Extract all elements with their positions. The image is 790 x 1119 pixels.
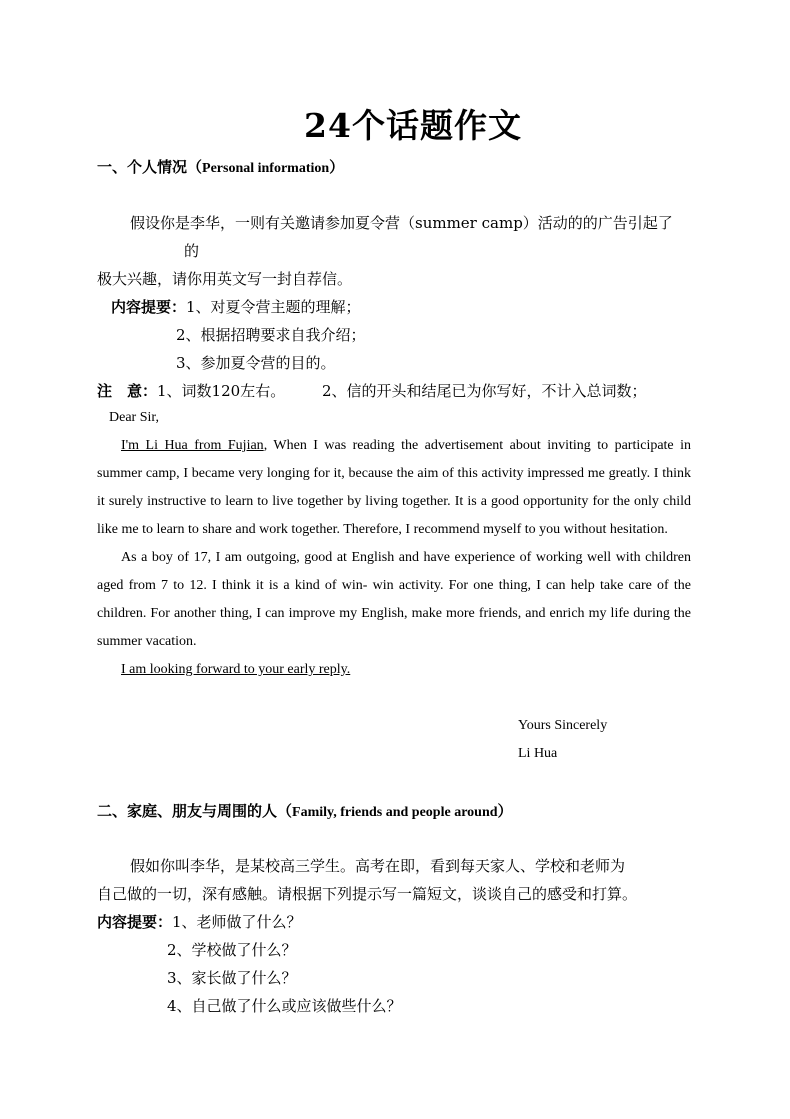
section1-point: 3、参加夏令营的目的。 bbox=[176, 354, 336, 372]
section2-prompt-line2: 自己做的一切，深有感触。请根据下列提示写一篇短文，谈谈自己的感受和打算。 bbox=[97, 885, 638, 903]
letter-p1-rest: , When I was reading the advertisement about inviting to participate in summer camp, I became very longing for it, because the aim of this activity impressed me greatly. I think it surely instructive to learn to live together by living together. It is a good opportunity for the only child like me to learn to share and work together. Therefore, I recommend myself to you without hesitation. bbox=[97, 438, 691, 537]
letter-signature: Li Hua bbox=[518, 746, 558, 761]
section1-point: 2、根据招聘要求自我介绍； bbox=[176, 326, 366, 344]
section1-prompt-line2: 极大兴趣，请你用英文写一封自荐信。 bbox=[97, 270, 353, 288]
letter-paragraph bbox=[97, 432, 691, 544]
section2-prompt-line1: 假如你叫李华，是某校高三学生。高考在即，看到每天家人、学校和老师为 bbox=[130, 857, 626, 875]
section1-points-label: 内容提要： bbox=[111, 298, 187, 316]
section2-heading bbox=[97, 800, 513, 821]
section1-heading-zh: 一、个人情况（ bbox=[97, 158, 203, 176]
section1-prompt-line1b: 的 bbox=[184, 242, 200, 260]
section1-note-2: 2、信的开头和结尾已为你写好，不计入总词数； bbox=[322, 382, 647, 400]
section2-heading-zh: 二、家庭、朋友与周围的人（ bbox=[97, 802, 293, 820]
section1-heading-en: Personal information bbox=[202, 161, 330, 176]
section2-points bbox=[97, 911, 302, 932]
section2-heading-close: ） bbox=[497, 802, 513, 820]
section1-note-label: 注 意： bbox=[97, 382, 158, 400]
section1-heading bbox=[97, 156, 344, 177]
letter-paragraph bbox=[97, 656, 691, 684]
section2-point: 3、家长做了什么？ bbox=[167, 969, 297, 987]
page-title: 24个话题作文 bbox=[304, 106, 522, 145]
letter-intro-underlined: I'm Li Hua from Fujian bbox=[121, 438, 264, 453]
section2-point: 1、老师做了什么？ bbox=[172, 913, 302, 931]
letter-salutation: Dear Sir, bbox=[109, 410, 159, 425]
section2-points-label: 内容提要： bbox=[97, 913, 173, 931]
section1-note-1: 1、词数120左右。 bbox=[157, 382, 286, 400]
section1-note bbox=[97, 380, 285, 401]
section1-heading-close: ） bbox=[329, 158, 345, 176]
section1-points bbox=[111, 296, 361, 317]
letter-paragraph: As a boy of 17, I am outgoing, good at English and have experience of working well with children aged from 7 to 12. I think it is a kind of win- win activity. For one thing, I can help take care of the children. For another thing, I can improve my English, make more friends, and enrich my life during the summer vacation. bbox=[97, 550, 691, 649]
letter-closing: Yours Sincerely bbox=[518, 718, 608, 733]
letter-body bbox=[97, 432, 691, 684]
section2-heading-en: Family, friends and people around bbox=[292, 805, 498, 820]
section2-point: 2、学校做了什么？ bbox=[167, 941, 297, 959]
letter-closing-line: I am looking forward to your early reply. bbox=[121, 662, 351, 677]
section1-prompt-line1: 假设你是李华，一则有关邀请参加夏令营（summer camp）活动的的广告引起了 bbox=[130, 214, 673, 232]
section1-point: 1、对夏令营主题的理解； bbox=[186, 298, 361, 316]
section2-point: 4、自己做了什么或应该做些什么？ bbox=[167, 997, 402, 1015]
